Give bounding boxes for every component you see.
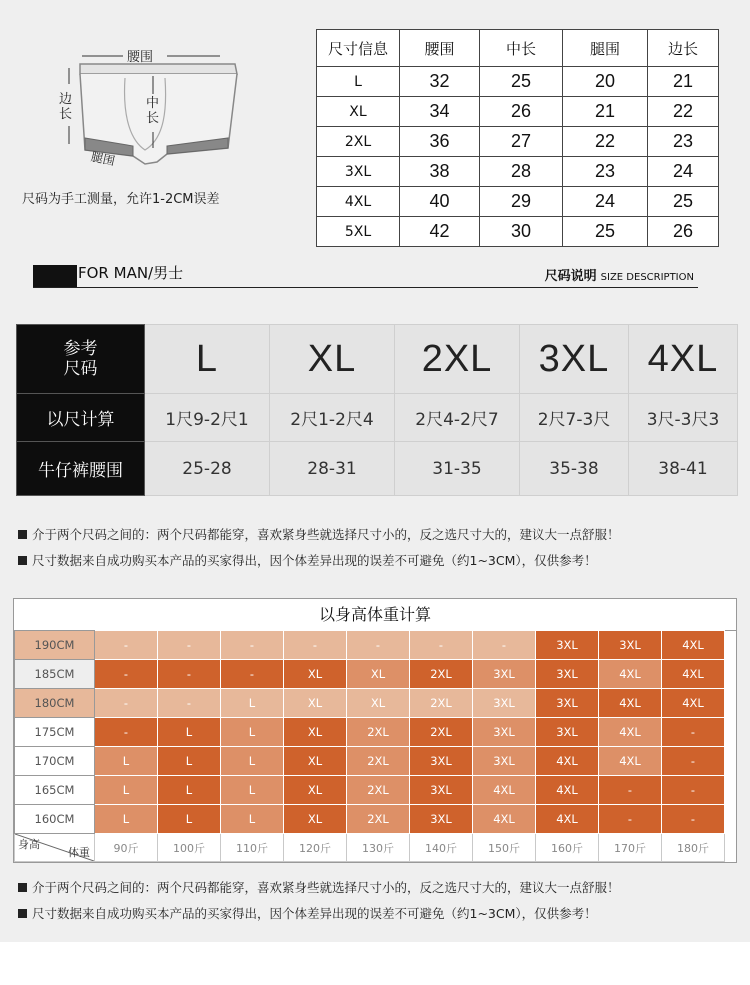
size-description-en: SIZE DESCRIPTION	[600, 272, 694, 283]
size-header: 3XL	[520, 325, 629, 394]
size-cell: -	[284, 631, 347, 660]
size-cell: 3XL	[536, 631, 599, 660]
size-cell: -	[662, 718, 725, 747]
size-cell: 2XL	[347, 776, 410, 805]
note-line-1	[18, 525, 620, 543]
size-cell: L	[158, 747, 221, 776]
height-axis-label: 身高	[18, 838, 40, 851]
section-banner	[33, 265, 698, 288]
size-cell: 5XL	[317, 217, 400, 247]
size-cell: -	[95, 689, 158, 718]
table-cell: 1尺9-2尺1	[145, 394, 270, 442]
height-weight-title: 以身高体重计算	[14, 599, 736, 631]
weight-label: 130斤	[347, 834, 410, 862]
table-cell: 26	[648, 217, 719, 247]
size-cell: 4XL	[662, 689, 725, 718]
table-cell: 31-35	[395, 442, 520, 496]
for-man-label: FOR MAN/男士	[78, 264, 184, 282]
size-cell: L	[95, 747, 158, 776]
size-cell: -	[347, 631, 410, 660]
height-label: 160CM	[15, 805, 95, 834]
table-cell: 25	[480, 67, 563, 97]
size-cell: -	[158, 689, 221, 718]
table-cell: 2尺7-3尺	[520, 394, 629, 442]
table-row	[15, 689, 725, 718]
row-header: 以尺计算	[17, 394, 145, 442]
size-cell: XL	[317, 97, 400, 127]
size-cell: -	[95, 631, 158, 660]
side-label: 边长	[59, 92, 73, 122]
table-cell: 28-31	[270, 442, 395, 496]
table-cell: 40	[400, 187, 480, 217]
table-cell: 35-38	[520, 442, 629, 496]
size-cell: 3XL	[536, 718, 599, 747]
table-cell: 21	[563, 97, 648, 127]
table-row	[15, 805, 725, 834]
table-header-row	[317, 30, 719, 67]
height-label: 175CM	[15, 718, 95, 747]
size-cell: XL	[347, 660, 410, 689]
table-cell: 28	[480, 157, 563, 187]
size-cell: -	[158, 660, 221, 689]
height-label: 190CM	[15, 631, 95, 660]
size-cell: L	[158, 776, 221, 805]
size-cell: -	[221, 660, 284, 689]
table-cell: 24	[563, 187, 648, 217]
size-cell: 2XL	[410, 718, 473, 747]
table-cell: 2尺1-2尺4	[270, 394, 395, 442]
row-header: 牛仔裤腰围	[17, 442, 145, 496]
header-side-length: 边长	[648, 30, 719, 67]
size-cell: 2XL	[410, 660, 473, 689]
height-label: 170CM	[15, 747, 95, 776]
weight-label: 170斤	[599, 834, 662, 862]
size-cell: 3XL	[536, 660, 599, 689]
weight-label: 180斤	[662, 834, 725, 862]
size-measurement-table	[316, 29, 719, 247]
corner-cell	[15, 834, 95, 862]
table-row	[15, 660, 725, 689]
header-waist: 腰围	[400, 30, 480, 67]
size-cell: -	[473, 631, 536, 660]
size-cell: 3XL	[599, 631, 662, 660]
size-cell: -	[599, 805, 662, 834]
note-line-4	[18, 904, 597, 922]
height-label: 185CM	[15, 660, 95, 689]
table-row	[15, 776, 725, 805]
size-cell: 4XL	[473, 776, 536, 805]
size-cell: -	[221, 631, 284, 660]
note-text: 介于两个尺码之间的：两个尺码都能穿，喜欢紧身些就选择尺寸小的，反之选尺寸大的，建议大一点舒服！	[32, 880, 620, 895]
bullet-square-icon	[18, 909, 27, 918]
table-row	[17, 394, 738, 442]
size-cell: 3XL	[410, 776, 473, 805]
table-cell: 21	[648, 67, 719, 97]
size-cell: L	[158, 805, 221, 834]
table-cell: 26	[480, 97, 563, 127]
size-cell: 2XL	[410, 689, 473, 718]
note-text: 尺寸数据来自成功购买本产品的买家得出，因个体差异出现的误差不可避免（约1~3CM），仅供参考！	[32, 553, 597, 568]
size-cell: -	[662, 805, 725, 834]
size-cell: L	[95, 776, 158, 805]
size-cell: L	[221, 718, 284, 747]
size-cell: 4XL	[662, 660, 725, 689]
table-row	[317, 217, 719, 247]
table-row	[317, 67, 719, 97]
size-cell: 4XL	[662, 631, 725, 660]
size-cell: XL	[284, 660, 347, 689]
size-cell: 3XL	[410, 747, 473, 776]
size-cell: -	[410, 631, 473, 660]
note-line-3	[18, 878, 620, 896]
weight-axis-label: 体重	[68, 846, 90, 859]
size-cell: L	[221, 805, 284, 834]
bullet-square-icon	[18, 556, 27, 565]
table-cell: 2尺4-2尺7	[395, 394, 520, 442]
size-cell: 3XL	[317, 157, 400, 187]
bullet-square-icon	[18, 530, 27, 539]
size-cell: 4XL	[599, 660, 662, 689]
size-cell: 4XL	[473, 805, 536, 834]
note-line-2	[18, 551, 597, 569]
weight-label: 160斤	[536, 834, 599, 862]
table-cell: 24	[648, 157, 719, 187]
size-cell: XL	[284, 689, 347, 718]
table-cell: 36	[400, 127, 480, 157]
leg-label: 腿围	[89, 149, 117, 169]
size-cell: 2XL	[317, 127, 400, 157]
table-cell: 27	[480, 127, 563, 157]
table-cell: 22	[648, 97, 719, 127]
size-cell: XL	[347, 689, 410, 718]
table-cell: 34	[400, 97, 480, 127]
table-cell: 29	[480, 187, 563, 217]
size-cell: 2XL	[347, 805, 410, 834]
size-cell: L	[95, 805, 158, 834]
size-cell: 4XL	[536, 776, 599, 805]
table-cell: 42	[400, 217, 480, 247]
size-cell: L	[317, 67, 400, 97]
weight-label: 100斤	[158, 834, 221, 862]
weight-label: 120斤	[284, 834, 347, 862]
table-cell: 38-41	[628, 442, 737, 496]
waist-label: 腰围	[127, 50, 154, 65]
table-cell: 38	[400, 157, 480, 187]
size-cell: -	[662, 776, 725, 805]
table-row	[17, 325, 738, 394]
size-cell: XL	[284, 805, 347, 834]
size-cell: 3XL	[473, 747, 536, 776]
header-middle-length: 中长	[480, 30, 563, 67]
table-cell: 25	[563, 217, 648, 247]
reference-size-label: 参考尺码	[63, 339, 98, 379]
size-cell: 3XL	[473, 718, 536, 747]
size-description-label	[545, 265, 694, 284]
table-row	[317, 187, 719, 217]
size-cell: 4XL	[536, 805, 599, 834]
table-cell: 22	[563, 127, 648, 157]
table-cell: 20	[563, 67, 648, 97]
table-row	[317, 127, 719, 157]
table-row	[15, 631, 725, 660]
height-weight-chart	[13, 598, 737, 863]
size-cell: 3XL	[473, 660, 536, 689]
size-cell: XL	[284, 747, 347, 776]
size-cell: L	[221, 747, 284, 776]
size-cell: -	[95, 718, 158, 747]
size-cell: -	[95, 660, 158, 689]
size-cell: 4XL	[599, 718, 662, 747]
size-cell: 4XL	[599, 689, 662, 718]
table-row	[15, 718, 725, 747]
weight-label: 150斤	[473, 834, 536, 862]
size-cell: XL	[284, 776, 347, 805]
row-header	[17, 325, 145, 394]
size-description-cn: 尺码说明	[544, 269, 597, 284]
size-cell: -	[599, 776, 662, 805]
size-header: L	[145, 325, 270, 394]
size-cell: L	[221, 776, 284, 805]
table-cell: 23	[563, 157, 648, 187]
height-label: 180CM	[15, 689, 95, 718]
table-row	[317, 97, 719, 127]
size-cell: 4XL	[317, 187, 400, 217]
size-cell: -	[158, 631, 221, 660]
size-header: 4XL	[628, 325, 737, 394]
table-cell: 23	[648, 127, 719, 157]
size-cell: 3XL	[536, 689, 599, 718]
size-cell: 2XL	[347, 718, 410, 747]
size-cell: 4XL	[599, 747, 662, 776]
table-cell: 32	[400, 67, 480, 97]
height-weight-table	[14, 630, 725, 862]
table-row	[15, 747, 725, 776]
size-cell: 3XL	[473, 689, 536, 718]
note-text: 介于两个尺码之间的：两个尺码都能穿，喜欢紧身些就选择尺寸小的，反之选尺寸大的，建议大一点舒服！	[32, 527, 620, 542]
weight-label: 140斤	[410, 834, 473, 862]
table-cell: 25-28	[145, 442, 270, 496]
size-cell: 4XL	[536, 747, 599, 776]
table-cell: 25	[648, 187, 719, 217]
table-cell: 3尺-3尺3	[628, 394, 737, 442]
middle-label: 中长	[146, 96, 160, 126]
size-cell: XL	[284, 718, 347, 747]
size-cell: 2XL	[347, 747, 410, 776]
size-cell: -	[662, 747, 725, 776]
weight-label: 90斤	[95, 834, 158, 862]
size-header: XL	[270, 325, 395, 394]
measurement-note: 尺码为手工测量，允许1-2CM误差	[22, 192, 220, 207]
header-size-info: 尺寸信息	[317, 30, 400, 67]
size-cell: L	[158, 718, 221, 747]
size-cell: L	[221, 689, 284, 718]
table-row	[17, 442, 738, 496]
weight-row	[15, 834, 725, 862]
size-header: 2XL	[395, 325, 520, 394]
weight-label: 110斤	[221, 834, 284, 862]
bullet-square-icon	[18, 883, 27, 892]
table-cell: 30	[480, 217, 563, 247]
table-row	[317, 157, 719, 187]
banner-block	[33, 265, 77, 287]
note-text: 尺寸数据来自成功购买本产品的买家得出，因个体差异出现的误差不可避免（约1~3CM），仅供参考！	[32, 906, 597, 921]
reference-size-table	[16, 324, 738, 496]
height-label: 165CM	[15, 776, 95, 805]
size-cell: 3XL	[410, 805, 473, 834]
header-leg: 腿围	[563, 30, 648, 67]
